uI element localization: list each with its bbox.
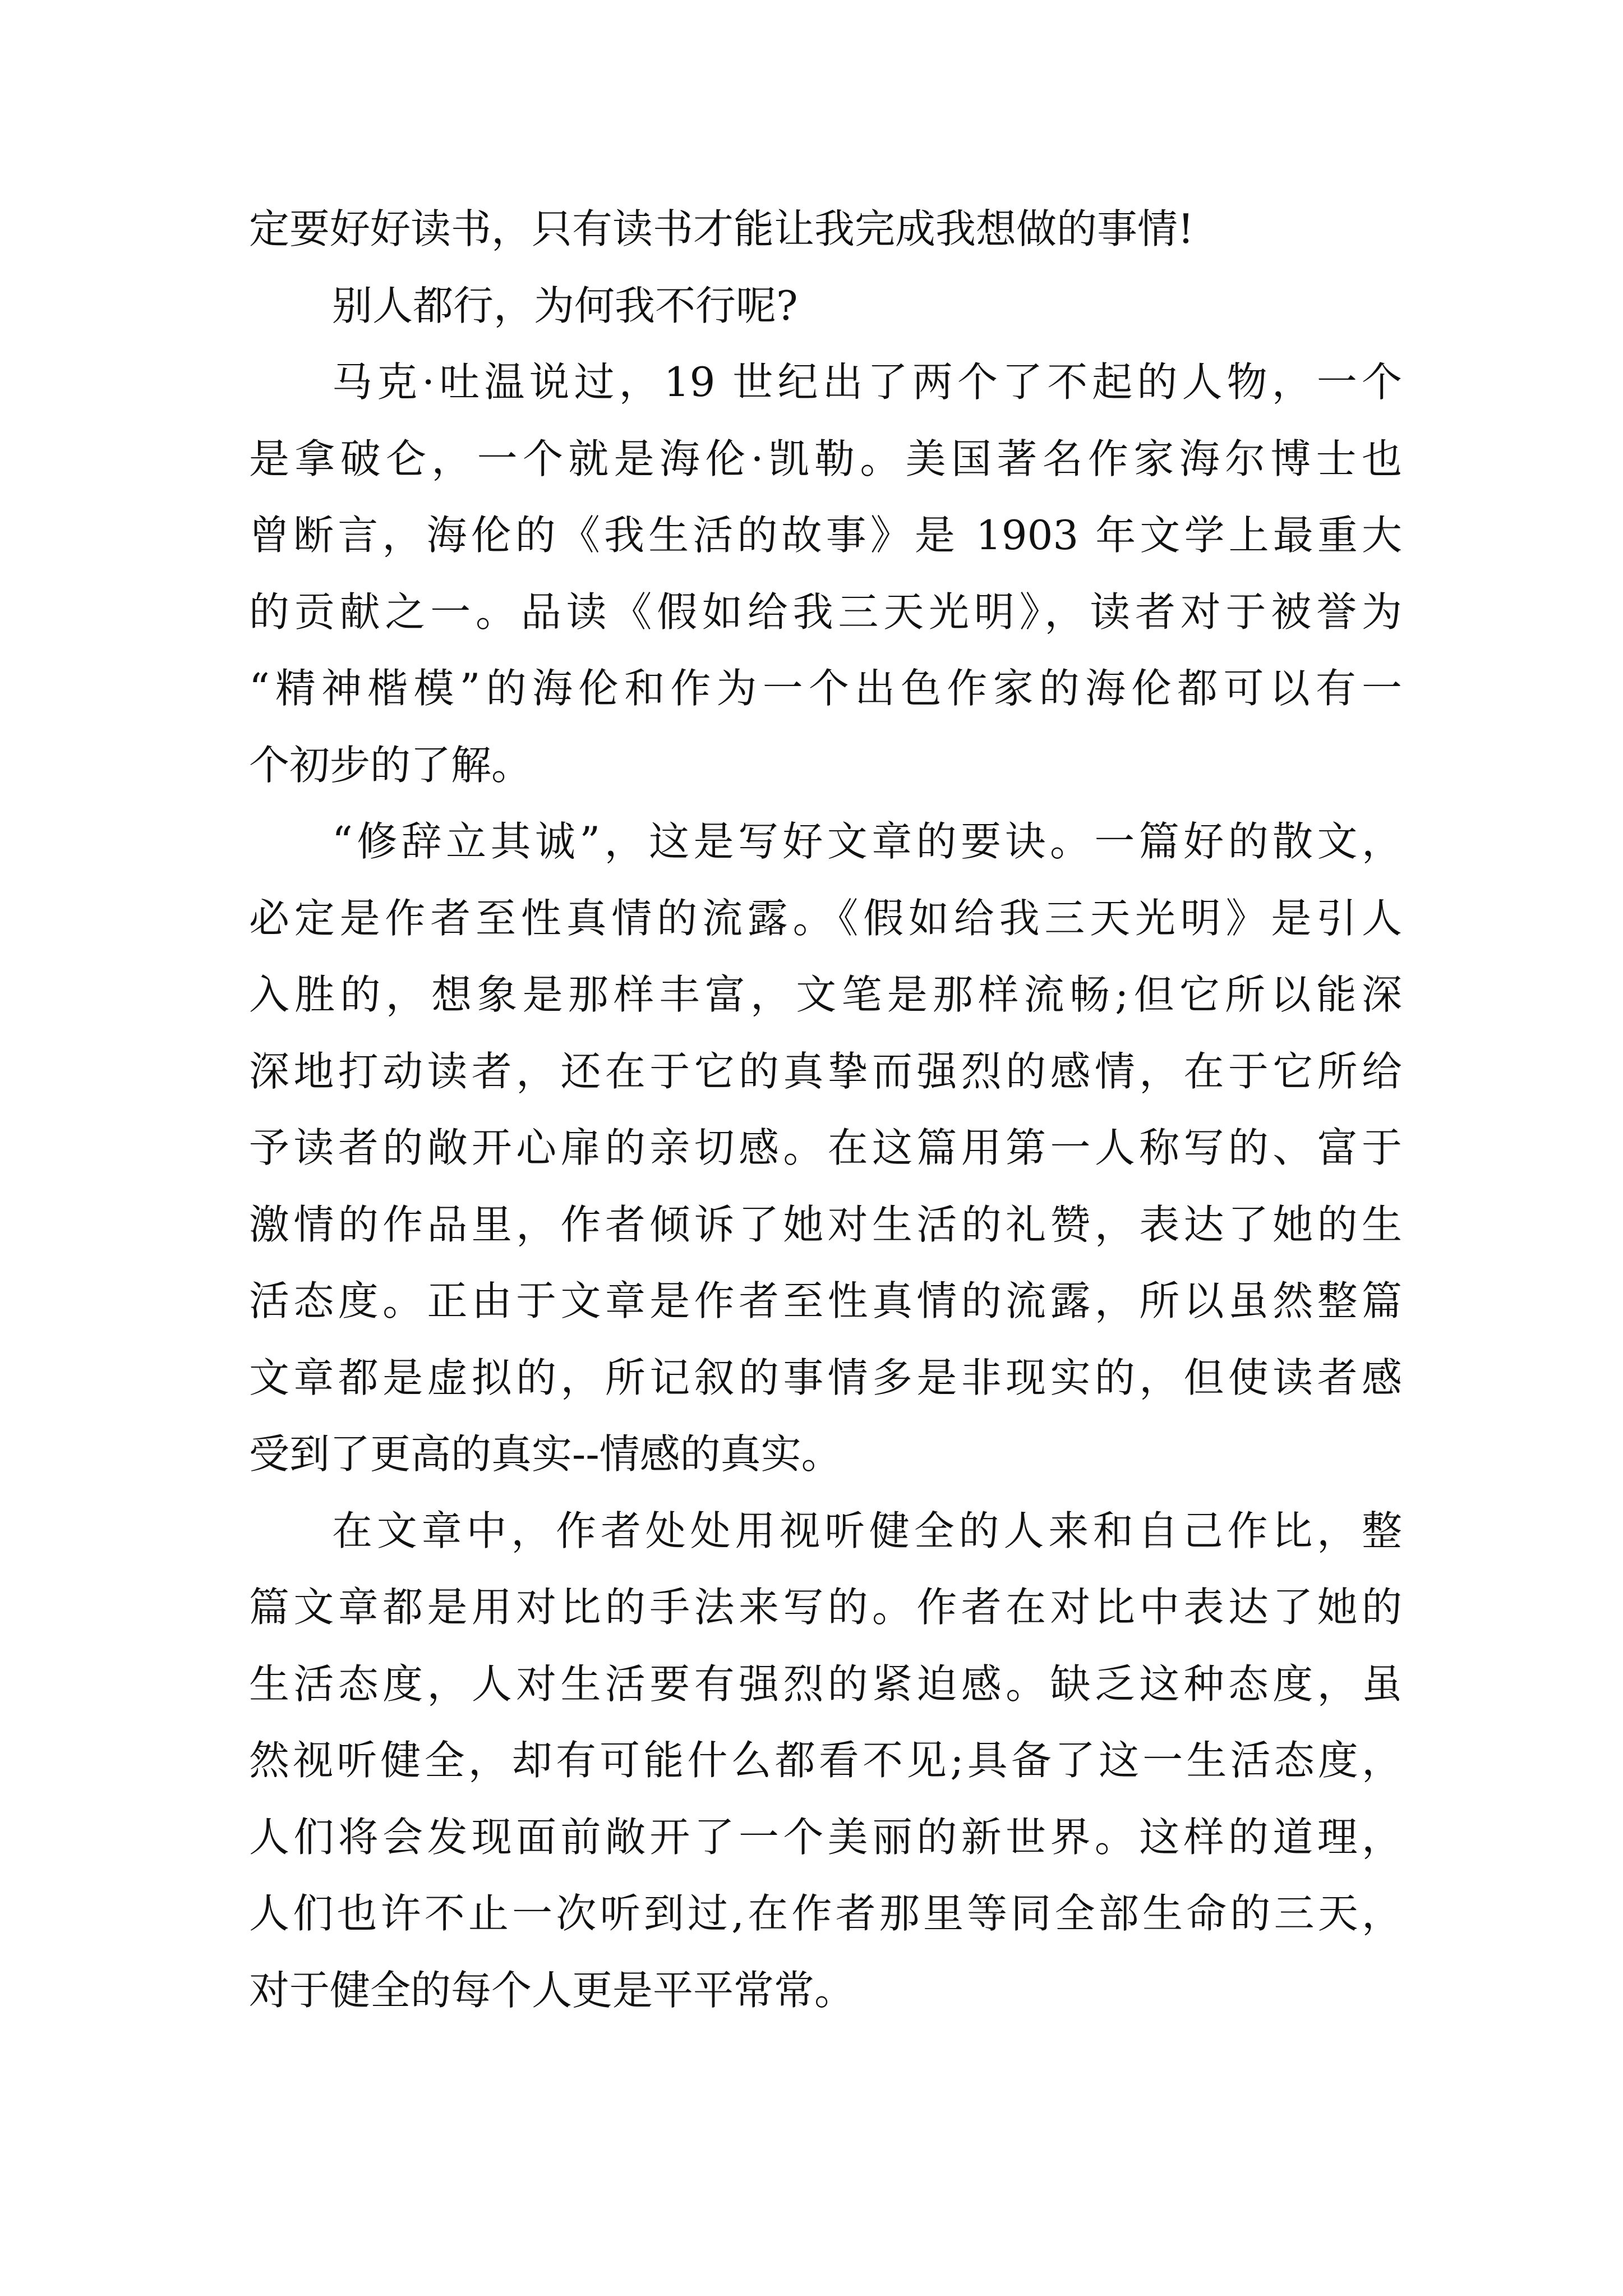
text-line: 别人都行，为何我不行呢? bbox=[332, 282, 798, 329]
text-line: “修辞立其诚”，这是写好文章的要诀。一篇好的散文， bbox=[332, 818, 1402, 865]
text-line: 生活态度，人对生活要有强烈的紧迫感。缺乏这种态度，虽 bbox=[249, 1660, 1402, 1708]
text-line: 在文章中，作者处处用视听健全的人来和自己作比，整 bbox=[332, 1507, 1402, 1554]
text-line: 人们将会发现面前敞开了一个美丽的新世界。这样的道理， bbox=[249, 1813, 1402, 1861]
text-line: 定要好好读书，只有读书才能让我完成我想做的事情! bbox=[249, 205, 1194, 252]
text-line: 文章都是虚拟的，所记叙的事情多是非现实的，但使读者感 bbox=[249, 1354, 1402, 1401]
text-line: 然视听健全，却有可能什么都看不见;具备了这一生活态度， bbox=[249, 1737, 1402, 1784]
text-line: “精神楷模”的海伦和作为一个出色作家的海伦都可以有一 bbox=[249, 665, 1402, 712]
text-line: 人们也许不止一次听到过,在作者那里等同全部生命的三天， bbox=[249, 1890, 1402, 1937]
text-line: 激情的作品里，作者倾诉了她对生活的礼赞，表达了她的生 bbox=[249, 1200, 1402, 1248]
text-line: 的贡献之一。品读《假如给我三天光明》，读者对于被誉为 bbox=[249, 588, 1402, 636]
text-line: 是拿破仑，一个就是海伦·凯勒。美国著名作家海尔博士也 bbox=[249, 435, 1402, 482]
text-line: 予读者的敞开心扉的亲切感。在这篇用第一人称写的、富于 bbox=[249, 1124, 1402, 1171]
document-body bbox=[249, 191, 1402, 2028]
text-line: 马克·吐温说过，19 世纪出了两个了不起的人物，一个 bbox=[332, 358, 1402, 406]
text-line: 曾断言，海伦的《我生活的故事》是 1903 年文学上最重大 bbox=[249, 512, 1402, 559]
text-line: 篇文章都是用对比的手法来写的。作者在对比中表达了她的 bbox=[249, 1584, 1402, 1631]
text-line: 深地打动读者，还在于它的真挚而强烈的感情，在于它所给 bbox=[249, 1047, 1402, 1095]
text-line: 受到了更高的真实--情感的真实。 bbox=[249, 1430, 842, 1478]
text-line: 活态度。正由于文章是作者至性真情的流露，所以虽然整篇 bbox=[249, 1277, 1402, 1324]
text-line: 对于健全的每个人更是平平常常。 bbox=[249, 1966, 855, 2014]
text-line: 入胜的，想象是那样丰富，文笔是那样流畅;但它所以能深 bbox=[249, 971, 1402, 1018]
text-line: 个初步的了解。 bbox=[249, 741, 532, 789]
text-line: 必定是作者至性真情的流露。《假如给我三天光明》是引人 bbox=[249, 894, 1402, 942]
